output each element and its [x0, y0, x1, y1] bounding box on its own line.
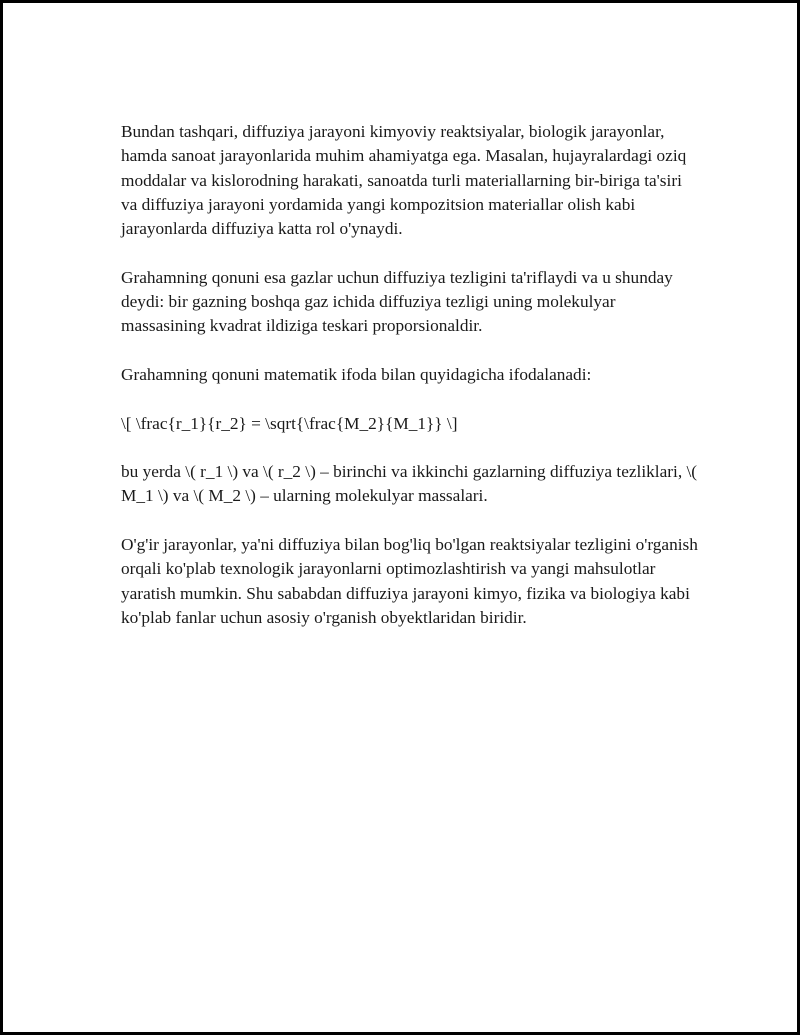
paragraph-conclusion: O'g'ir jarayonlar, ya'ni diffuziya bilan bog'liq bo'lgan reaktsiyalar tezligini o'rganish orqali ko'plab texnologik jarayonlarni optimozlashtirish va yangi mahsulotlar yaratish mumkin. Shu sababdan diffuziya jarayoni kimyo, fizika va biologiya kabi ko'plab fanlar uchun asosiy o'rganish obyektlaridan biridir.	[121, 535, 698, 627]
paragraph-formula-variables: bu yerda \( r_1 \) va \( r_2 \) – birinchi va ikkinchi gazlarning diffuziya tezliklari, \( M_1 \) va \( M_2 \) – ularning molekulyar massalari.	[121, 462, 698, 506]
paragraph-grahams-law: Grahamning qonuni esa gazlar uchun diffuziya tezligini ta'riflaydi va u shunday deydi: bir gazning boshqa gaz ichida diffuziya tezligi uning molekulyar massasining kvadrat ildiziga teskari proporsionaldir.	[121, 267, 673, 336]
paragraph-diffusion-importance: Bundan tashqari, diffuziya jarayoni kimyoviy reaktsiyalar, biologik jarayonlar, hamda sanoat jarayonlarida muhim ahamiyatga ega. Masalan, hujayralardagi oziq moddalar va kislorodning harakati, sanoatda turli materiallarning bir-biriga ta'siri va diffuziya jarayoni yordamida yangi kompozitsion materiallar olish kabi jarayonlarda diffuziya katta rol o'ynaydi.	[121, 122, 687, 239]
formula-line: \[ \frac{r_1}{r_2} = \sqrt{\frac{M_2}{M_1}} \]	[121, 413, 458, 433]
paragraph-formula-intro: Grahamning qonuni matematik ifoda bilan quyidagicha ifodalanadi:	[121, 364, 592, 384]
document-body	[121, 120, 699, 655]
